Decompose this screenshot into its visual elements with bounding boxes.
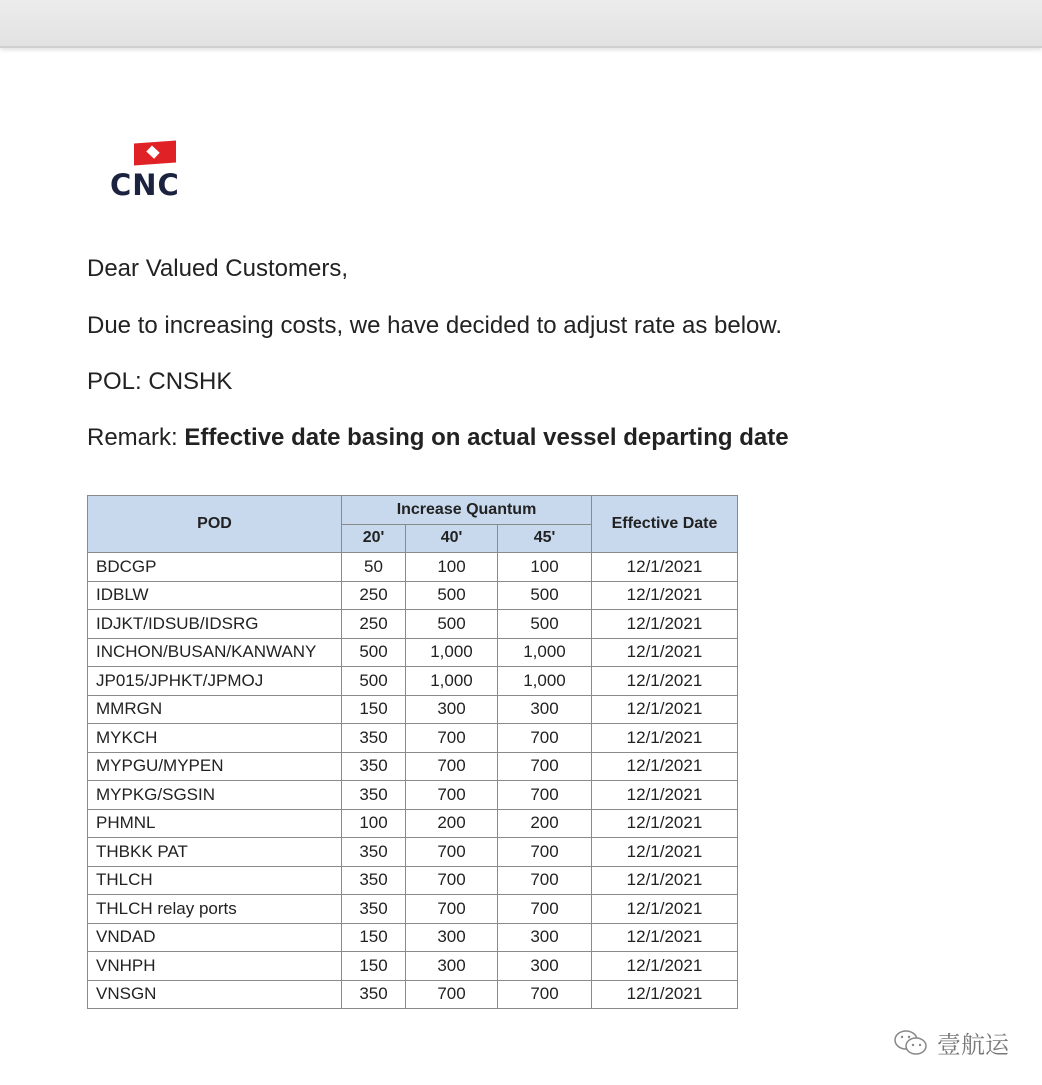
cell-c20: 350 [342,781,406,810]
cell-c20: 250 [342,610,406,639]
cell-c40: 500 [406,610,498,639]
window-top-bar [0,0,1042,48]
cell-date: 12/1/2021 [592,980,738,1009]
cell-c45: 1,000 [498,667,592,696]
cell-pod: THBKK PAT [88,838,342,867]
table-row [88,781,738,810]
cell-c40: 100 [406,553,498,582]
cell-c40: 300 [406,923,498,952]
cell-date: 12/1/2021 [592,923,738,952]
cell-c20: 350 [342,838,406,867]
cell-c45: 700 [498,724,592,753]
header-20ft: 20' [342,524,406,553]
header-pod: POD [88,496,342,553]
cell-c20: 350 [342,895,406,924]
cell-pod: BDCGP [88,553,342,582]
cell-date: 12/1/2021 [592,809,738,838]
cell-c20: 350 [342,866,406,895]
cell-c45: 500 [498,610,592,639]
cell-date: 12/1/2021 [592,781,738,810]
header-effective-date: Effective Date [592,496,738,553]
cell-pod: IDJKT/IDSUB/IDSRG [88,610,342,639]
cell-c20: 350 [342,752,406,781]
header-increase-quantum: Increase Quantum [342,496,592,525]
cell-pod: THLCH [88,866,342,895]
wechat-icon [893,1028,929,1058]
intro-text: Due to increasing costs, we have decided to adjust rate as below. [87,312,783,339]
table-row [88,724,738,753]
cell-pod: PHMNL [88,809,342,838]
flag-icon [134,141,176,166]
table-row [88,809,738,838]
cell-c40: 200 [406,809,498,838]
table-row [88,638,738,667]
cell-date: 12/1/2021 [592,895,738,924]
cell-c40: 700 [406,838,498,867]
cell-date: 12/1/2021 [592,866,738,895]
cell-c45: 300 [498,923,592,952]
cell-pod: IDBLW [88,581,342,610]
cell-c40: 300 [406,952,498,981]
cell-c45: 100 [498,553,592,582]
pol-text: POL: CNSHK [87,368,233,395]
cell-c40: 1,000 [406,667,498,696]
cell-c20: 500 [342,638,406,667]
cell-c20: 350 [342,980,406,1009]
table-row [88,866,738,895]
cell-c20: 100 [342,809,406,838]
cnc-logo [108,140,208,200]
cell-c45: 700 [498,980,592,1009]
cell-pod: VNHPH [88,952,342,981]
cell-date: 12/1/2021 [592,695,738,724]
cell-c40: 700 [406,781,498,810]
cell-pod: VNSGN [88,980,342,1009]
header-40ft: 40' [406,524,498,553]
cell-c45: 700 [498,781,592,810]
table-row [88,667,738,696]
cell-date: 12/1/2021 [592,752,738,781]
cell-pod: JP015/JPHKT/JPMOJ [88,667,342,696]
table-row [88,838,738,867]
table-row [88,581,738,610]
cell-date: 12/1/2021 [592,610,738,639]
cell-c40: 700 [406,724,498,753]
cell-pod: MYPKG/SGSIN [88,781,342,810]
cell-c45: 700 [498,838,592,867]
cell-c40: 700 [406,752,498,781]
watermark [893,1025,1009,1060]
table-row [88,895,738,924]
cell-date: 12/1/2021 [592,952,738,981]
cell-c45: 700 [498,752,592,781]
cell-date: 12/1/2021 [592,667,738,696]
cell-pod: VNDAD [88,923,342,952]
cell-date: 12/1/2021 [592,553,738,582]
greeting: Dear Valued Customers, [87,255,348,282]
cell-c40: 700 [406,895,498,924]
remark [87,424,789,452]
cell-c20: 50 [342,553,406,582]
cell-c20: 350 [342,724,406,753]
cell-c40: 300 [406,695,498,724]
cell-pod: INCHON/BUSAN/KANWANY [88,638,342,667]
cell-c20: 250 [342,581,406,610]
table-row [88,695,738,724]
table-row [88,952,738,981]
header-45ft: 45' [498,524,592,553]
watermark-text: 壹航运 [937,1032,1009,1059]
table-row [88,980,738,1009]
remark-text: Effective date basing on actual vessel departing date [184,424,789,451]
cell-c45: 500 [498,581,592,610]
cell-c45: 300 [498,952,592,981]
table-row [88,923,738,952]
cell-c20: 500 [342,667,406,696]
cell-pod: MMRGN [88,695,342,724]
cell-c45: 300 [498,695,592,724]
cell-c20: 150 [342,952,406,981]
cell-c40: 700 [406,980,498,1009]
cell-date: 12/1/2021 [592,638,738,667]
cell-c40: 1,000 [406,638,498,667]
remark-label: Remark: [87,424,185,451]
cell-c20: 150 [342,695,406,724]
table-row [88,752,738,781]
cell-c45: 700 [498,866,592,895]
cell-c45: 700 [498,895,592,924]
cell-c45: 200 [498,809,592,838]
cell-c45: 1,000 [498,638,592,667]
cell-c40: 500 [406,581,498,610]
cell-date: 12/1/2021 [592,581,738,610]
table-row [88,610,738,639]
cell-c20: 150 [342,923,406,952]
cell-date: 12/1/2021 [592,838,738,867]
table-row [88,553,738,582]
logo-text: CNC [110,168,180,202]
cell-c40: 700 [406,866,498,895]
cell-pod: THLCH relay ports [88,895,342,924]
cell-pod: MYPGU/MYPEN [88,752,342,781]
rate-table [87,495,738,1009]
cell-date: 12/1/2021 [592,724,738,753]
cell-pod: MYKCH [88,724,342,753]
